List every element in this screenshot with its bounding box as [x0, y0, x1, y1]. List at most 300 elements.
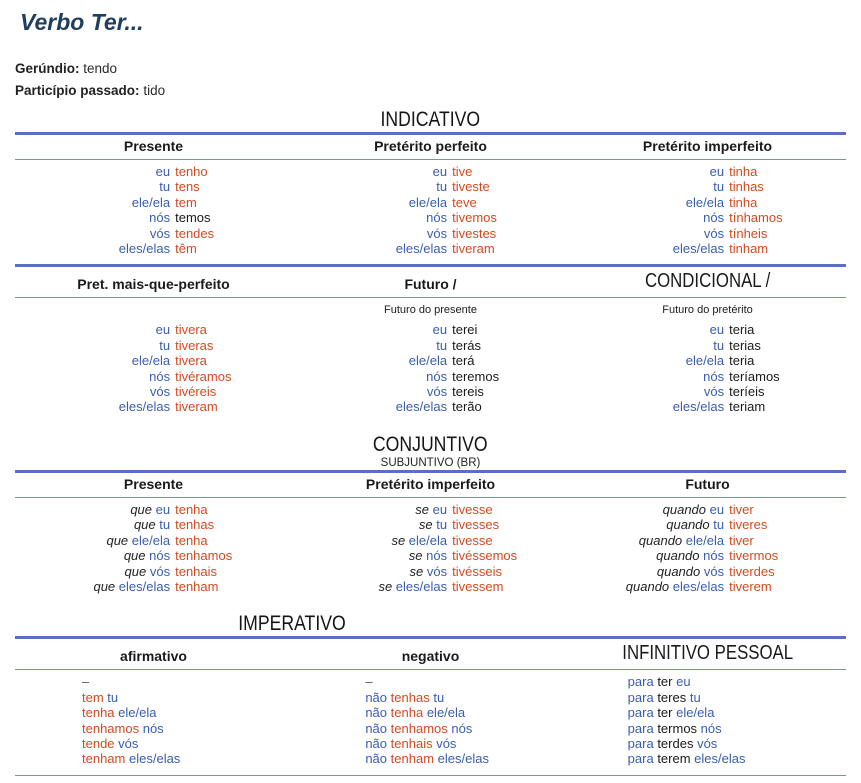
pronoun-cell — [292, 195, 447, 210]
verb-cell — [447, 210, 569, 225]
verb-form: tiveram — [175, 399, 218, 415]
pronoun-label: eles/elas — [694, 751, 746, 767]
verb-cell — [170, 164, 292, 179]
indicativo-header-row-2 — [15, 267, 846, 297]
verb-form: teríamos — [729, 368, 780, 384]
pronoun-label: nós — [149, 548, 171, 564]
pronoun-cell — [15, 210, 170, 225]
conjugation-row — [569, 579, 846, 594]
pronoun-label: eu — [432, 322, 448, 338]
verb-form: teria — [729, 353, 755, 369]
conjugation-row — [628, 751, 846, 766]
conjugation-row — [15, 533, 292, 548]
verb-form: tiverem — [729, 578, 772, 594]
verb-cell — [724, 195, 846, 210]
verb-cell — [724, 164, 846, 179]
conjugation-row — [292, 226, 569, 241]
verb-form: tem — [82, 689, 104, 705]
conjugation-row — [15, 369, 292, 384]
verb-form: tivemos — [452, 210, 497, 226]
conjugation-row — [569, 210, 846, 225]
verb-form: tiveres — [729, 517, 768, 533]
gerund-line — [15, 58, 846, 80]
conjugation-row — [569, 548, 846, 563]
pronoun-label: nós — [426, 548, 448, 564]
pronoun-label: vós — [118, 735, 139, 751]
pronoun-label: nós — [703, 548, 725, 564]
pronoun-label: nós — [703, 368, 725, 384]
verb-cell — [447, 369, 569, 384]
conj-futuro-column — [569, 502, 846, 594]
pronoun-cell — [292, 517, 447, 532]
conjugation-row — [82, 751, 300, 766]
verb-form: tive — [452, 164, 473, 179]
conjugation-row — [292, 533, 569, 548]
verb-form: termos — [657, 720, 698, 736]
conjugation-row — [15, 579, 292, 594]
conjugation-row — [569, 369, 846, 384]
pronoun-label: tu — [159, 179, 171, 195]
pronoun-label: eu — [155, 164, 171, 179]
conjugation-row — [292, 384, 569, 399]
conjunction-label: se — [418, 517, 433, 533]
verb-form: teres — [657, 689, 687, 705]
pronoun-label: ele/ela — [408, 353, 448, 369]
pronoun-cell — [292, 502, 447, 517]
pronoun-label: vós — [436, 735, 457, 751]
conjugation-row — [292, 241, 569, 256]
pronoun-cell — [569, 384, 724, 399]
pronoun-label: tu — [689, 689, 701, 705]
conjugation-row — [365, 705, 583, 720]
verb-form: tivesse — [452, 532, 493, 548]
conjugation-row — [15, 241, 292, 256]
imperativo-header-row — [15, 639, 846, 669]
conjunction-label: que — [130, 501, 153, 517]
conjugation-row — [292, 322, 569, 337]
empty-form-dash: – — [82, 674, 90, 690]
pronoun-cell — [15, 384, 170, 399]
conjugation-row — [292, 195, 569, 210]
pronoun-cell — [569, 210, 724, 225]
conjugation-row — [82, 690, 300, 705]
verb-cell — [447, 548, 569, 563]
verb-cell — [447, 384, 569, 399]
tense-header-conj-presente: Presente — [123, 475, 184, 492]
pronoun-cell — [15, 322, 170, 337]
verb-cell — [447, 226, 569, 241]
gerund-label: Gerúndio: — [15, 61, 80, 76]
verb-cell — [170, 502, 292, 517]
pronoun-label: ele/ela — [408, 532, 448, 548]
futuro-column — [292, 322, 569, 414]
verb-form: tenha — [82, 705, 115, 721]
pronoun-cell — [569, 502, 724, 517]
pronoun-label: tu — [436, 179, 448, 195]
pronoun-label: vós — [703, 563, 725, 579]
verb-form: temos — [175, 210, 211, 226]
verb-form: terdes — [657, 735, 694, 751]
verb-cell — [447, 502, 569, 517]
verb-form: tivermos — [729, 548, 779, 564]
conjugation-row — [569, 384, 846, 399]
conjugation-row — [292, 338, 569, 353]
verb-form: terias — [729, 337, 761, 353]
pronoun-cell — [292, 533, 447, 548]
pronoun-label: eu — [155, 322, 171, 338]
conjugation-row — [569, 322, 846, 337]
verb-cell — [724, 226, 846, 241]
conjugation-row — [292, 564, 569, 579]
pronoun-label: vós — [703, 384, 725, 400]
pronoun-label: nós — [451, 720, 473, 736]
pronoun-cell — [569, 564, 724, 579]
tense-header-preterito-perfeito: Pretérito perfeito — [374, 138, 487, 154]
negation-label: não — [365, 751, 388, 767]
section-title-indicativo: INDICATIVO — [380, 108, 481, 131]
participle-value: tido — [143, 83, 166, 98]
verb-cell — [724, 517, 846, 532]
mais-que-perfeito-column — [15, 322, 292, 414]
pronoun-cell — [15, 179, 170, 194]
verb-cell — [724, 179, 846, 194]
verb-form: tenham — [175, 578, 219, 594]
pronoun-cell — [292, 210, 447, 225]
pronoun-label: nós — [700, 720, 722, 736]
verb-cell — [724, 564, 846, 579]
negation-label: não — [365, 689, 388, 705]
verb-form: teremos — [452, 368, 500, 384]
participle-line — [15, 80, 846, 102]
pronoun-cell — [569, 369, 724, 384]
verb-form: tem — [175, 194, 197, 210]
verb-cell — [447, 322, 569, 337]
pronoun-label: tu — [713, 517, 725, 533]
pronoun-label: eu — [432, 164, 448, 179]
pronoun-cell — [569, 399, 724, 414]
verb-form: tenhamos — [390, 720, 448, 736]
conj-imperfeito-column — [292, 502, 569, 594]
pronoun-label: ele/ela — [131, 532, 171, 548]
pronoun-label: nós — [703, 210, 725, 226]
verb-cell — [724, 338, 846, 353]
verb-cell — [724, 399, 846, 414]
verb-cell — [447, 353, 569, 368]
verb-form: terão — [452, 399, 482, 415]
tense-header-conj-imperfeito: Pretérito imperfeito — [365, 475, 496, 492]
conjugation-row — [569, 353, 846, 368]
pronoun-label: tu — [433, 689, 445, 705]
conjunction-label: quando — [666, 517, 710, 533]
verb-cell — [724, 502, 846, 517]
pronoun-label: vós — [426, 225, 448, 241]
indicativo-sublabels — [15, 298, 846, 318]
verb-form: tinha — [729, 194, 758, 210]
verb-cell — [447, 241, 569, 256]
pronoun-cell — [292, 164, 447, 179]
tense-header-conj-futuro: Futuro — [685, 475, 730, 492]
conjugation-row — [292, 179, 569, 194]
pronoun-label: ele/ela — [118, 705, 157, 721]
verb-form: tivésseis — [452, 563, 502, 579]
verb-form: tenhais — [390, 735, 433, 751]
header-infinitivo-pessoal: INFINITIVO PESSOAL — [622, 642, 793, 665]
verb-cell — [170, 369, 292, 384]
pronoun-cell — [15, 502, 170, 517]
pronoun-label: eles/elas — [672, 399, 725, 415]
verb-form: tivesse — [452, 501, 493, 517]
pronoun-cell — [292, 322, 447, 337]
pronoun-cell — [569, 241, 724, 256]
header-negativo: negativo — [401, 648, 460, 665]
preposition-label: para — [627, 689, 654, 705]
pronoun-label: vós — [426, 563, 448, 579]
pronoun-label: ele/ela — [685, 353, 725, 369]
pronoun-cell — [569, 338, 724, 353]
pronoun-label: eu — [155, 501, 171, 517]
conjugation-row — [292, 369, 569, 384]
verb-form: tenham — [82, 751, 126, 767]
conjugation-row — [365, 690, 583, 705]
verb-forms-summary — [15, 58, 846, 102]
conjuntivo-header-row — [15, 473, 846, 497]
indicativo-rows-1 — [15, 160, 846, 264]
verb-cell — [447, 579, 569, 594]
verb-form: tenha — [175, 501, 208, 517]
conjugation-row — [292, 353, 569, 368]
verb-cell — [447, 517, 569, 532]
verb-cell — [170, 338, 292, 353]
preterito-perfeito-column — [292, 164, 569, 256]
tense-header-presente: Presente — [123, 138, 184, 154]
pronoun-label: tu — [159, 517, 171, 533]
conjugation-row — [15, 226, 292, 241]
verb-form: tendes — [175, 225, 215, 241]
gerund-value: tendo — [83, 61, 118, 76]
conjunction-label: se — [409, 563, 424, 579]
pronoun-cell — [292, 338, 447, 353]
verb-cell — [447, 195, 569, 210]
pronoun-label: tu — [159, 337, 171, 353]
conjugation-row — [628, 736, 846, 751]
verb-form: tenhais — [175, 563, 218, 579]
verb-form: tenham — [390, 751, 435, 767]
pronoun-cell — [569, 226, 724, 241]
conjugation-row — [292, 517, 569, 532]
conjugation-row — [569, 164, 846, 179]
pronoun-label: eles/elas — [118, 241, 171, 257]
pronoun-cell — [569, 548, 724, 563]
pronoun-label: ele/ela — [131, 353, 171, 369]
preposition-label: para — [627, 674, 654, 690]
pronoun-label: eles/elas — [118, 399, 171, 415]
verb-form: tens — [175, 179, 200, 195]
pronoun-label: ele/ela — [426, 705, 466, 721]
verb-form: terem — [657, 751, 691, 767]
pronoun-cell — [292, 369, 447, 384]
verb-cell — [724, 322, 846, 337]
conjuntivo-rows — [15, 498, 846, 602]
verb-form: tivesses — [452, 517, 500, 533]
conjugation-row — [82, 721, 300, 736]
pronoun-label: tu — [436, 337, 448, 353]
conjugation-row — [15, 210, 292, 225]
pronoun-label: tu — [436, 517, 448, 533]
conjugation-row — [15, 164, 292, 179]
conj-presente-column — [15, 502, 292, 594]
conjugation-row — [292, 210, 569, 225]
verb-form: tivera — [175, 353, 207, 369]
sublabel-futuro-do-preterito: Futuro do pretérito — [662, 304, 753, 317]
verb-cell — [170, 399, 292, 414]
conjunction-label: se — [391, 532, 406, 548]
conjugation-row — [15, 179, 292, 194]
verb-cell — [170, 517, 292, 532]
pronoun-label: nós — [142, 720, 164, 736]
pronoun-label: eu — [432, 501, 448, 517]
conjugation-row — [569, 226, 846, 241]
imperativo-rows — [15, 670, 846, 774]
pronoun-cell — [15, 564, 170, 579]
conjugation-row — [15, 399, 292, 414]
verb-form: teve — [452, 194, 477, 210]
verb-form: tivessem — [452, 578, 504, 594]
verb-form: tiverdes — [729, 563, 775, 579]
verb-form: tínheis — [729, 225, 768, 241]
conjugation-row — [569, 241, 846, 256]
conjugation-row — [15, 195, 292, 210]
pronoun-label: ele/ela — [685, 194, 725, 210]
afirmativo-column — [15, 674, 300, 766]
conjugation-row — [15, 353, 292, 368]
pronoun-cell — [15, 164, 170, 179]
tense-header-condicional: CONDICIONAL / — [644, 270, 771, 293]
conjunction-label: que — [93, 578, 116, 594]
verb-form: tinhas — [729, 179, 764, 195]
conjunction-label: que — [123, 548, 146, 564]
pronoun-label: eles/elas — [672, 578, 725, 594]
verb-cell — [447, 564, 569, 579]
verb-cell — [724, 369, 846, 384]
conjugation-row — [15, 517, 292, 532]
conjugation-row — [292, 548, 569, 563]
verb-cell — [170, 179, 292, 194]
pronoun-label: eu — [709, 322, 725, 338]
pronoun-label: eles/elas — [437, 751, 489, 767]
conjugation-row — [569, 195, 846, 210]
pronoun-cell — [569, 533, 724, 548]
pronoun-label: vós — [149, 225, 171, 241]
conjugation-row — [82, 674, 300, 689]
pronoun-cell — [15, 338, 170, 353]
indicativo-rows-2 — [15, 318, 846, 422]
verb-cell — [447, 399, 569, 414]
pronoun-cell — [569, 179, 724, 194]
preposition-label: para — [627, 751, 654, 767]
conjugation-row — [569, 517, 846, 532]
verb-form: têm — [175, 241, 197, 257]
pronoun-label: eles/elas — [395, 578, 448, 594]
pronoun-cell — [569, 353, 724, 368]
pronoun-label: tu — [713, 337, 725, 353]
section-title-conjuntivo: CONJUNTIVO SUBJUNTIVO (BR) — [15, 433, 846, 470]
presente-column — [15, 164, 292, 256]
pronoun-cell — [15, 533, 170, 548]
conjugation-row — [15, 564, 292, 579]
verb-form: tenha — [175, 532, 208, 548]
verb-cell — [447, 338, 569, 353]
pronoun-cell — [292, 548, 447, 563]
conjugation-row — [365, 674, 583, 689]
pronoun-label: ele/ela — [408, 194, 448, 210]
conjunction-label: quando — [638, 532, 683, 548]
verb-form: tenhas — [390, 689, 430, 705]
verb-form: ter — [657, 705, 673, 721]
verb-cell — [170, 548, 292, 563]
pronoun-label: ele/ela — [131, 194, 171, 210]
pronoun-label: vós — [149, 563, 171, 579]
pronoun-cell — [15, 548, 170, 563]
pronoun-cell — [569, 195, 724, 210]
conjugation-row — [628, 705, 846, 720]
pronoun-cell — [292, 399, 447, 414]
verb-cell — [170, 226, 292, 241]
pronoun-label: eles/elas — [672, 241, 725, 257]
pronoun-label: eu — [709, 501, 725, 517]
conjunction-label: se — [415, 501, 430, 517]
verb-cell — [170, 322, 292, 337]
pronoun-cell — [292, 179, 447, 194]
verb-form: tenhamos — [82, 720, 140, 736]
verb-form: tende — [82, 735, 115, 751]
infinitivo-pessoal-column — [584, 674, 846, 766]
conjunction-label: se — [378, 578, 393, 594]
conjugation-row — [569, 502, 846, 517]
verb-form: tinha — [729, 164, 758, 179]
conjugation-row — [365, 751, 583, 766]
tense-header-preterito-imperfeito: Pretérito imperfeito — [642, 138, 773, 154]
pronoun-cell — [292, 384, 447, 399]
conjugation-row — [628, 674, 846, 689]
verb-cell — [170, 241, 292, 256]
conjugation-row — [569, 399, 846, 414]
verb-form: tiver — [729, 501, 754, 517]
verb-cell — [447, 164, 569, 179]
pronoun-label: vós — [426, 384, 448, 400]
verb-form: teriam — [729, 399, 766, 415]
pronoun-cell — [15, 579, 170, 594]
sublabel-spacer — [15, 303, 292, 317]
pronoun-label: ele/ela — [685, 532, 725, 548]
verb-form: tenhas — [175, 517, 215, 533]
conjugation-row — [569, 338, 846, 353]
verb-cell — [170, 564, 292, 579]
conjugation-row — [15, 502, 292, 517]
pronoun-cell — [292, 353, 447, 368]
verb-form: tivera — [175, 322, 207, 338]
conjugation-row — [15, 548, 292, 563]
pronoun-label: nós — [149, 210, 171, 226]
pronoun-label: eu — [676, 674, 691, 690]
verb-cell — [170, 384, 292, 399]
conjugation-row — [292, 399, 569, 414]
verb-form: tivéreis — [175, 384, 217, 400]
verb-cell — [170, 353, 292, 368]
pronoun-label: vós — [697, 735, 718, 751]
pronoun-label: eu — [709, 164, 725, 179]
pronoun-cell — [292, 564, 447, 579]
pronoun-cell — [292, 579, 447, 594]
